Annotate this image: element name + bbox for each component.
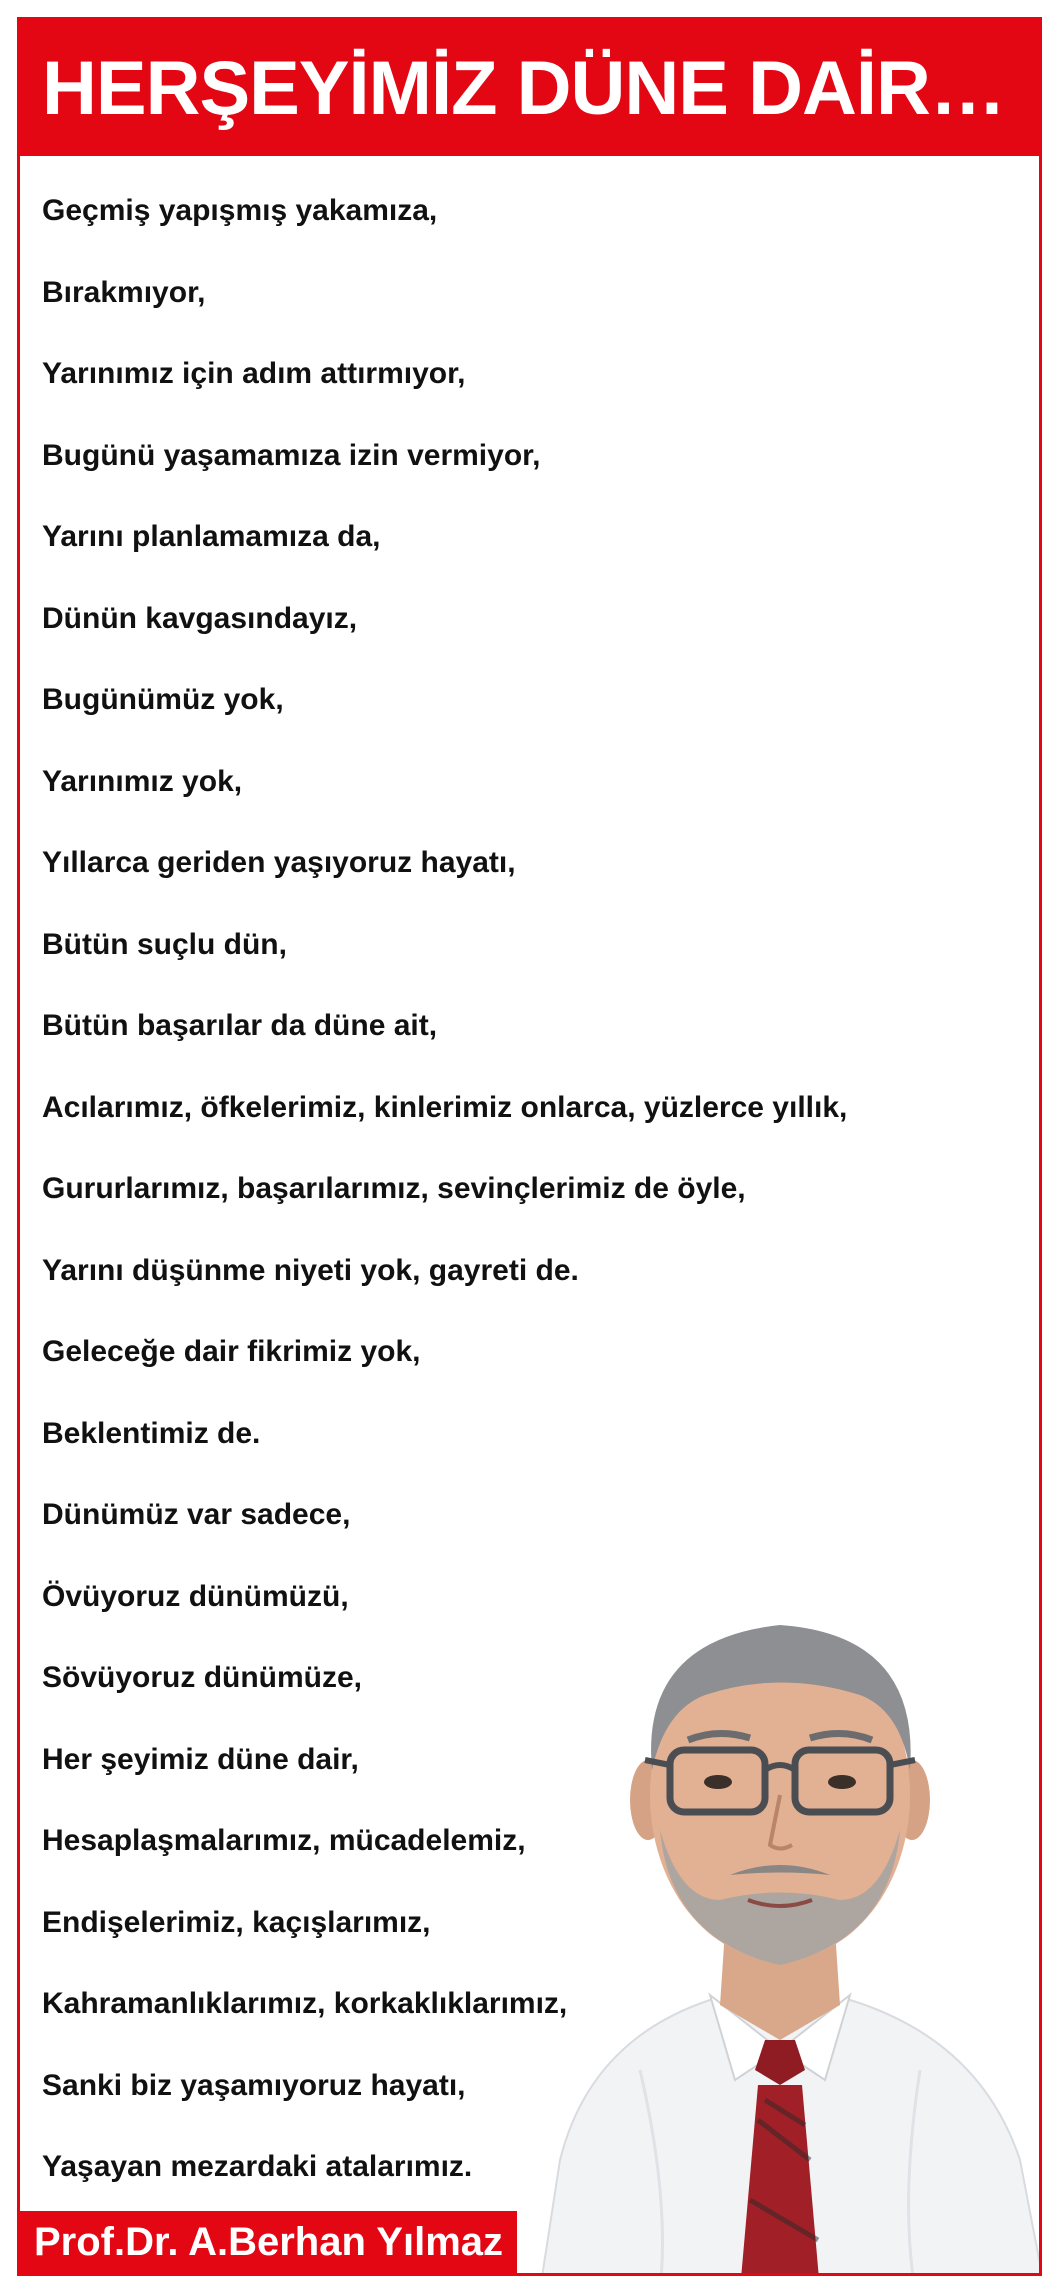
title-bar: [20, 20, 1039, 156]
author-portrait: [520, 1600, 1042, 2276]
author-bar: [20, 2211, 517, 2273]
poem-line: Geleceğe dair fikrimiz yok,: [42, 1335, 421, 1368]
article-title: HERŞEYİMİZ DÜNE DAİR…: [42, 45, 1005, 131]
author-name: Prof.Dr. A.Berhan Yılmaz: [34, 2219, 504, 2264]
poem-line: Bırakmıyor,: [42, 275, 206, 309]
poem-line: Bütün başarılar da düne ait,: [42, 1009, 438, 1042]
poem-line: Yaşayan mezardaki atalarımız.: [42, 2150, 473, 2183]
poem-line: Dünümüz var sadece,: [42, 1498, 351, 1531]
poem-line: Her şeyimiz düne dair,: [42, 1742, 359, 1776]
poem-line: Bütün suçlu dün,: [42, 927, 287, 961]
poem-line: Endişelerimiz, kaçışlarımız,: [42, 1905, 431, 1939]
poem-line: Geçmiş yapışmış yakamıza,: [42, 194, 438, 227]
poem-line: Yarınımız yok,: [42, 764, 243, 798]
poem-line: Dünün kavgasındayız,: [42, 601, 358, 635]
poem-line: Övüyoruz dünümüzü,: [42, 1579, 349, 1613]
poem-line: Bugünü yaşamamıza izin vermiyor,: [42, 438, 541, 472]
poem-line: Gururlarımız, başarılarımız, sevinçlerimiz de öyle,: [42, 1172, 746, 1205]
poem-line: Sanki biz yaşamıyoruz hayatı,: [42, 2068, 466, 2102]
poem-line: Acılarımız, öfkelerimiz, kinlerimiz onlarca, yüzlerce yıllık,: [42, 1090, 848, 1124]
poem-line: Kahramanlıklarımız, korkaklıklarımız,: [42, 1987, 568, 2020]
poem-line: Yıllarca geriden yaşıyoruz hayatı,: [42, 846, 516, 879]
poem-line: Hesaplaşmalarımız, mücadelemiz,: [42, 1824, 526, 1857]
article-frame: [17, 17, 1042, 2276]
poem-line: Yarını planlamamıza da,: [42, 520, 381, 553]
poem-line: Sövüyoruz dünümüze,: [42, 1661, 363, 1694]
poem-line: Yarını düşünme niyeti yok, gayreti de.: [42, 1253, 579, 1287]
poem-line: Yarınımız için adım attırmıyor,: [42, 357, 466, 390]
poem-line: Beklentimiz de.: [42, 1416, 261, 1450]
poem-line: Bugünümüz yok,: [42, 683, 284, 716]
